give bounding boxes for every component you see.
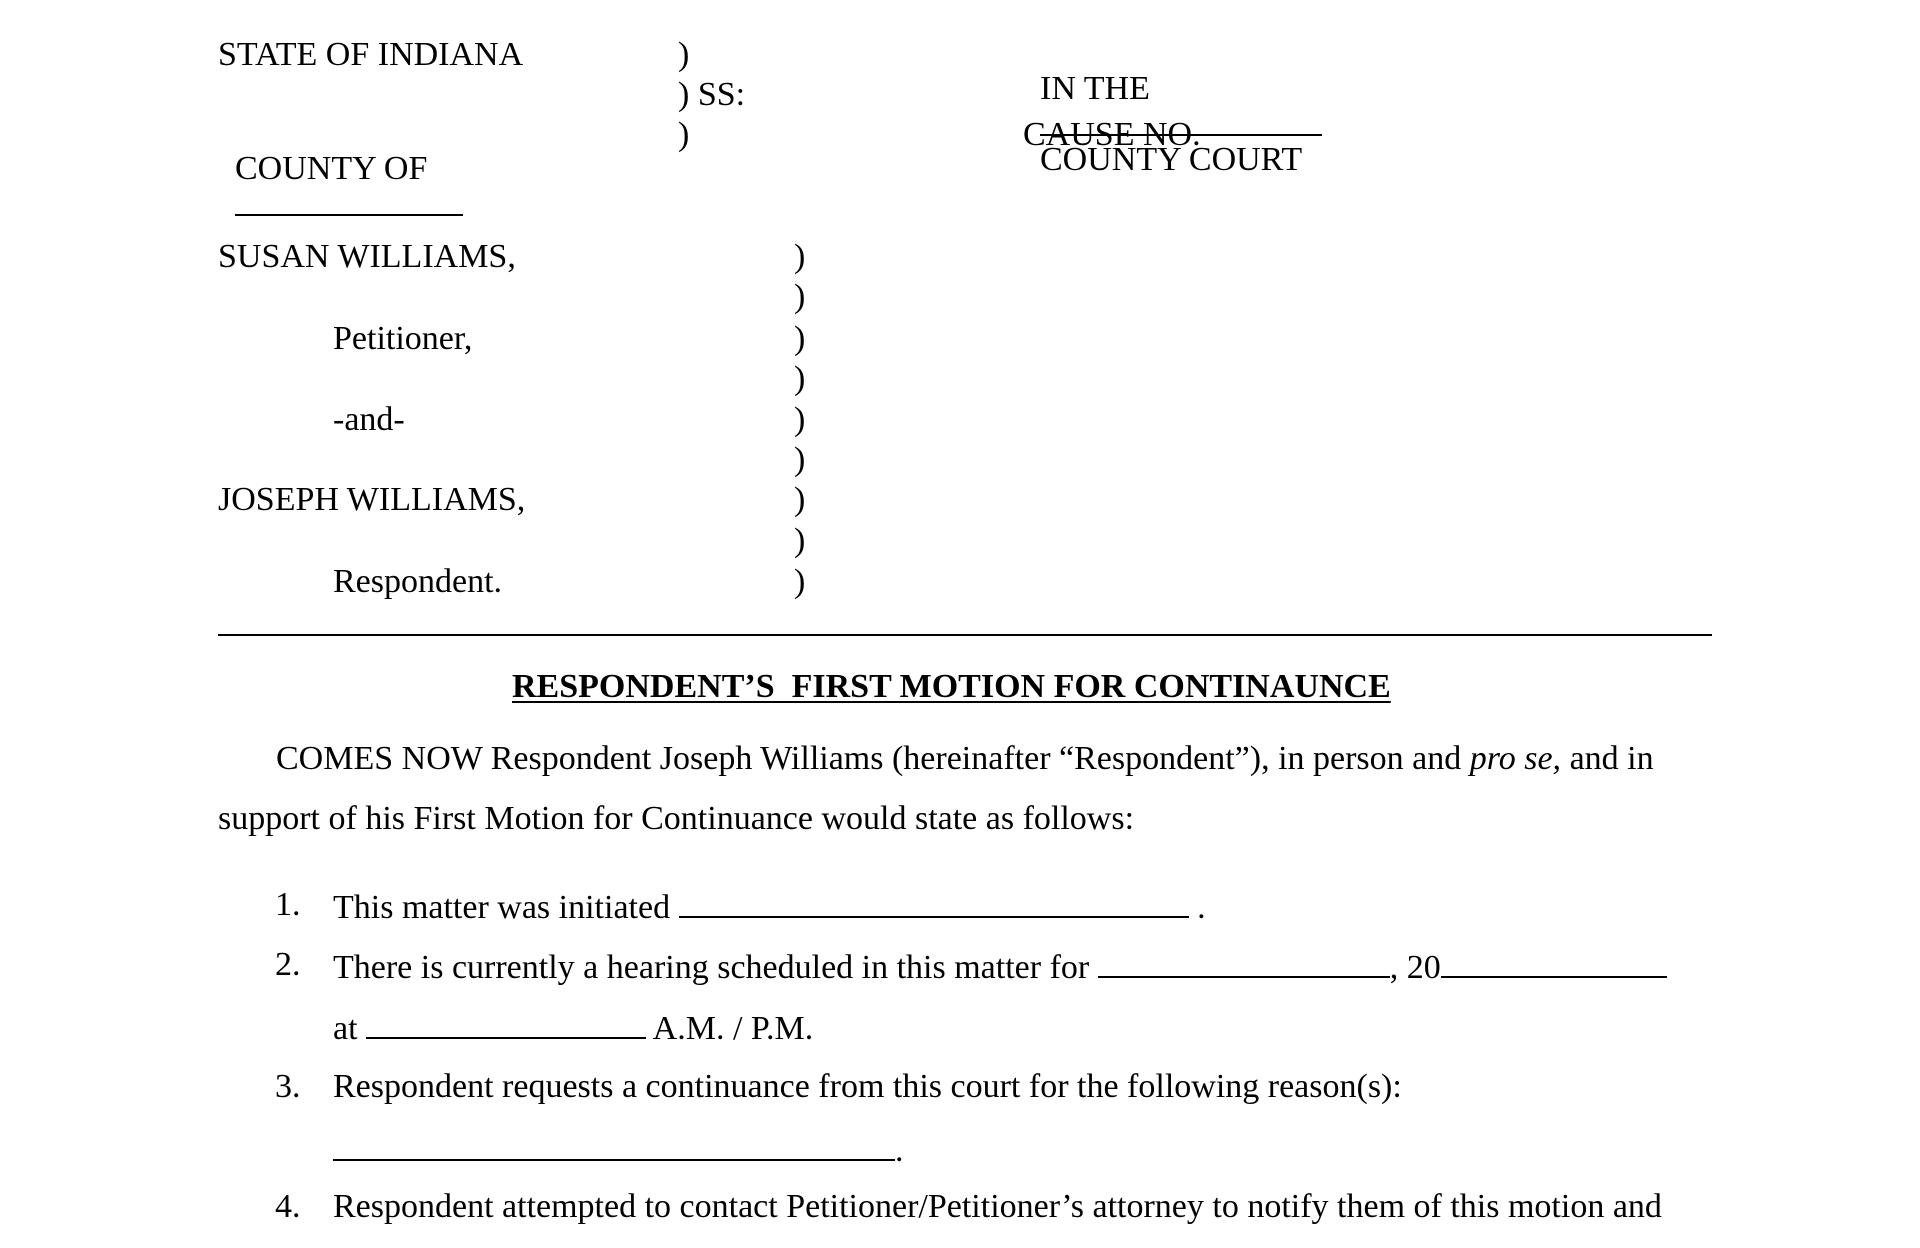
item-2-ampm: A.M. / P.M. [652,1010,814,1047]
ss-label: ) SS: [678,76,746,113]
caption-divider [218,634,1712,636]
party-paren: ) [794,522,806,559]
intro-text-b: and in [1561,740,1654,777]
party-paren: ) [794,563,806,600]
county-label [218,118,463,223]
item-2-text [333,948,1667,985]
item-2-label: There is currently a hearing scheduled in this matter for [333,949,1090,986]
item-number: 3. [275,1068,301,1105]
petitioner-name: SUSAN WILLIAMS, [218,238,516,275]
hearing-year-blank[interactable] [1441,948,1667,978]
item-number: 4. [275,1188,301,1225]
conjunction: -and- [333,401,405,438]
party-paren: ) [794,238,806,275]
state-label: STATE OF INDIANA [218,36,524,73]
item-4-text: Respondent attempted to contact Petitioner/Petitioner’s attorney to notify them of this motion and [333,1188,1662,1225]
respondent-name: JOSEPH WILLIAMS, [218,481,526,518]
party-paren: ) [794,320,806,357]
party-paren: ) [794,360,806,397]
caption-paren: ) [678,116,690,153]
court-suffix: COUNTY COURT [1040,141,1303,178]
item-2-time-line [333,1009,813,1046]
court-label [1023,38,1322,177]
intro-text-a: COMES NOW Respondent Joseph Williams (hereinafter “Respondent”), in person and [276,740,1470,777]
party-paren: ) [794,441,806,478]
document-title: RESPONDENT’S FIRST MOTION FOR CONTINAUNCE [512,668,1391,705]
hearing-time-blank[interactable] [366,1009,646,1039]
intro-line-2: support of his First Motion for Continuance would state as follows: [218,800,1135,837]
party-paren: ) [794,401,806,438]
item-1-label: This matter was initiated [333,889,671,926]
item-2-at: at [333,1010,358,1047]
item-number: 1. [275,886,301,923]
party-paren: ) [794,278,806,315]
hearing-date-blank[interactable] [1098,948,1390,978]
county-prefix: COUNTY OF [235,150,428,187]
item-1-text [333,888,1206,925]
party-paren: ) [794,481,806,518]
item-number: 2. [275,946,301,983]
item-3-reason-line [333,1131,904,1168]
initiated-date-blank[interactable] [679,888,1189,918]
item-1-period: . [1197,889,1206,926]
intro-italic: pro se, [1469,740,1562,777]
cause-number-label: CAUSE NO. [1023,116,1201,153]
item-3-text: Respondent requests a continuance from this court for the following reason(s): [333,1068,1402,1105]
item-3-period: . [895,1132,904,1169]
caption-paren: ) [678,36,690,73]
item-2-year-prefix: , 20 [1389,949,1441,986]
intro-line-1 [276,742,1654,776]
court-prefix: IN THE [1040,70,1150,107]
petitioner-role: Petitioner, [333,320,473,357]
county-blank[interactable] [235,186,463,216]
respondent-role: Respondent. [333,563,503,600]
reason-blank[interactable] [333,1131,895,1161]
